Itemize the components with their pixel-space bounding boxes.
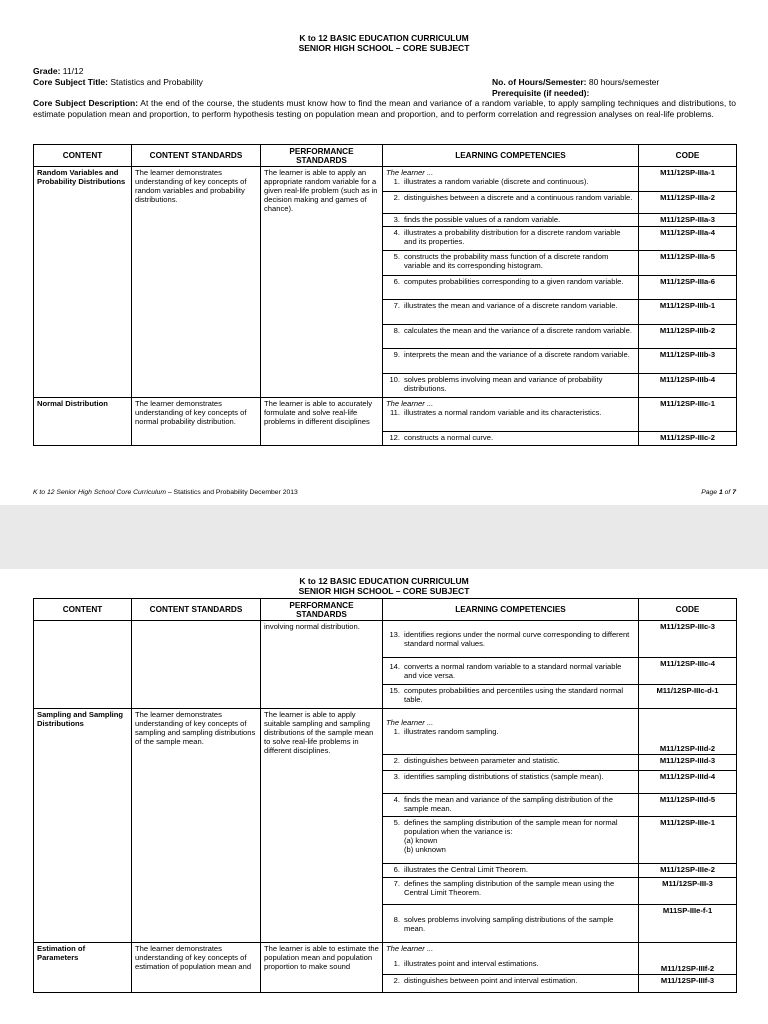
competency-text: illustrates the Central Limit Theorem. — [404, 865, 528, 874]
grade-line — [33, 66, 83, 76]
header-content-standards: CONTENT STANDARDS — [132, 599, 261, 621]
competency-text: distinguishes between parameter and statistic. — [404, 756, 560, 765]
competency-cell — [383, 621, 639, 658]
content-standards-cell: The learner demonstrates understanding of key concepts of normal probability distribution. — [132, 398, 261, 446]
code-cell: M11/12SP-IIIc-1 — [639, 398, 737, 432]
competency-cell — [383, 771, 639, 794]
competency-text — [404, 818, 635, 854]
curriculum-table-page-2 — [33, 598, 737, 993]
code-cell: M11/12SP-IIIb-1 — [639, 300, 737, 325]
competency-text: defines the sampling distribution of the sample mean using the Central Limit Theorem. — [404, 879, 615, 897]
table-row — [34, 621, 737, 658]
doc-title-line-2: SENIOR HIGH SCHOOL – CORE SUBJECT — [298, 586, 470, 596]
page-gap — [0, 505, 768, 569]
competency-cell — [383, 251, 639, 276]
competency-cell — [383, 276, 639, 300]
content-standards-cell: The learner demonstrates understanding of key concepts of sampling and sampling distributions of the sample mean. — [132, 709, 261, 943]
doc-title-line-1: K to 12 BASIC EDUCATION CURRICULUM — [299, 576, 469, 586]
content-cell: Sampling and Sampling Distributions — [34, 709, 132, 943]
competency-cell — [383, 878, 639, 905]
grade-label: Grade: — [33, 66, 61, 76]
competency-cell — [383, 905, 639, 943]
competency-text: interprets the mean and the variance of a discrete random variable. — [404, 350, 630, 359]
header-code: CODE — [639, 599, 737, 621]
competency-text: illustrates random sampling. — [404, 727, 499, 736]
code-cell: M11/12SP-IIIc-4 — [639, 658, 737, 685]
learner-intro: The learner ... — [386, 399, 434, 408]
competency-number: 13. — [389, 630, 400, 639]
page-total: 7 — [732, 489, 736, 496]
competency-text: constructs a normal curve. — [404, 433, 494, 442]
prereq-line — [492, 88, 589, 98]
competency-cell — [383, 432, 639, 446]
table-header-row — [34, 599, 737, 621]
code-cell: M11/12SP-IIIa-2 — [639, 192, 737, 214]
subject-label: Core Subject Title: — [33, 77, 108, 87]
performance-standards-cell: The learner is able to estimate the population mean and population proportion to make sound — [261, 943, 383, 993]
footer-text — [33, 489, 298, 496]
table-row — [34, 167, 737, 192]
content-cell: Normal Distribution — [34, 398, 132, 446]
competency-number: 15. — [389, 686, 400, 695]
header-code: CODE — [639, 145, 737, 167]
competency-cell — [383, 325, 639, 349]
competency-text: illustrates point and interval estimations. — [404, 959, 539, 968]
competency-number: 1. — [393, 959, 400, 968]
competency-text: illustrates a probability distribution for a discrete random variable and its properties. — [404, 228, 621, 246]
competency-text: constructs the probability mass function of a discrete random variable and its corresponding histogram. — [404, 252, 609, 270]
competency-cell — [383, 943, 639, 975]
code-cell: M11/12SP-IIId-4 — [639, 771, 737, 794]
performance-standards-cell: The learner is able to apply suitable sampling and sampling distributions of the sample mean to solve real-life problems in different disciplines. — [261, 709, 383, 943]
header-learning-competencies: LEARNING COMPETENCIES — [383, 599, 639, 621]
code-cell: M11/12SP-IIIa-5 — [639, 251, 737, 276]
header-learning-competencies: LEARNING COMPETENCIES — [383, 145, 639, 167]
competency-number: 8. — [393, 914, 400, 924]
page-2 — [0, 569, 768, 1024]
performance-standards-cell: The learner is able to apply an appropriate random variable for a given real-life problem (such as in decision making and games of chance). — [261, 167, 383, 398]
subject-line — [33, 77, 203, 87]
competency-subitem-unknown: (b) unknown — [404, 845, 446, 854]
code-cell: M11/12SP-IIIa-1 — [639, 167, 737, 192]
doc-title-line-1: K to 12 BASIC EDUCATION CURRICULUM — [299, 33, 469, 43]
code-cell: M11/12SP-IIIe-2 — [639, 864, 737, 878]
competency-number: 1. — [393, 177, 400, 186]
code-cell: M11/12SP-IIIc-3 — [639, 621, 737, 658]
page-1 — [0, 0, 768, 505]
competency-cell — [383, 398, 639, 432]
competency-cell — [383, 214, 639, 227]
curriculum-table-page-1 — [33, 144, 737, 446]
competency-text: illustrates a normal random variable and its characteristics. — [404, 408, 602, 417]
competency-text: converts a normal random variable to a standard normal variable and vice versa. — [404, 662, 622, 680]
competency-number: 4. — [393, 228, 400, 237]
footer-curriculum: K to 12 Senior High School Core Curriculum – — [33, 489, 174, 496]
competency-text: illustrates a random variable (discrete and continuous). — [404, 177, 589, 186]
code-cell: M11/12SP-IIIf-2 — [639, 943, 737, 975]
code-cell: M11/12SP-III-3 — [639, 878, 737, 905]
table-header-row — [34, 145, 737, 167]
code-cell: M11/12SP-IIIa-4 — [639, 227, 737, 251]
code-cell: M11/12SP-IIIe-1 — [639, 817, 737, 864]
competency-cell — [383, 709, 639, 755]
learner-intro: The learner ... — [386, 168, 434, 177]
page-current: 1 — [718, 489, 723, 496]
hours-label: No. of Hours/Semester: — [492, 77, 587, 87]
competency-cell — [383, 227, 639, 251]
code-cell: M11/12SP-IIIf-3 — [639, 975, 737, 993]
hours-line — [492, 77, 659, 87]
competency-number: 4. — [393, 795, 400, 804]
content-standards-cell — [132, 621, 261, 709]
competency-cell — [383, 794, 639, 817]
learner-intro: The learner ... — [386, 718, 434, 727]
competency-cell — [383, 349, 639, 374]
competency-number: 8. — [393, 326, 400, 335]
competency-cell — [383, 817, 639, 864]
competency-text-main: defines the sampling distribution of the sample mean for normal population when the variance is: — [404, 818, 618, 836]
competency-text: finds the mean and variance of the sampling distribution of the sample mean. — [404, 795, 613, 813]
competency-cell — [383, 658, 639, 685]
competency-number: 2. — [393, 756, 400, 765]
competency-number: 14. — [389, 662, 400, 671]
code-cell: M11/12SP-IIId-5 — [639, 794, 737, 817]
competency-cell — [383, 864, 639, 878]
performance-standards-cell: involving normal distribution. — [261, 621, 383, 709]
competency-text: distinguishes between a discrete and a continuous random variable. — [404, 193, 633, 202]
competency-number: 7. — [393, 301, 400, 310]
grade-value: 11/12 — [62, 66, 84, 76]
code-cell: M11/12SP-IIIa-3 — [639, 214, 737, 227]
competency-number: 9. — [393, 350, 400, 359]
doc-title-line-2: SENIOR HIGH SCHOOL – CORE SUBJECT — [298, 43, 470, 53]
content-standards-cell: The learner demonstrates understanding of key concepts of estimation of population mean and — [132, 943, 261, 993]
competency-number: 10. — [389, 375, 400, 384]
competency-number: 1. — [393, 727, 400, 736]
competency-text: computes probabilities and percentiles using the standard normal table. — [404, 686, 624, 704]
table-row — [34, 943, 737, 975]
competency-cell — [383, 755, 639, 771]
core-subject-description — [33, 98, 736, 119]
competency-number: 2. — [393, 976, 400, 985]
competency-number: 5. — [393, 252, 400, 261]
competency-number: 2. — [393, 193, 400, 202]
competency-cell — [383, 685, 639, 709]
doc-title — [0, 33, 768, 53]
competency-number: 3. — [393, 772, 400, 781]
code-cell: M11SP-IIIe-f-1 — [639, 905, 737, 943]
desc-label: Core Subject Description: — [33, 98, 139, 108]
competency-text: finds the possible values of a random variable. — [404, 215, 561, 224]
code-cell: M11/12SP-IIId-2 — [639, 709, 737, 755]
competency-cell — [383, 300, 639, 325]
code-cell: M11/12SP-IIIc-2 — [639, 432, 737, 446]
table-row — [34, 709, 737, 755]
header-performance-standards: PERFORMANCE STANDARDS — [261, 145, 383, 167]
competency-subitem-known: (a) known — [404, 836, 438, 845]
competency-number: 11. — [390, 408, 400, 417]
learner-intro: The learner ... — [386, 944, 434, 953]
competency-cell — [383, 192, 639, 214]
code-cell: M11/12SP-IIId-3 — [639, 755, 737, 771]
competency-number: 6. — [393, 277, 400, 286]
code-cell: M11/12SP-IIIb-3 — [639, 349, 737, 374]
code-cell: M11/12SP-IIIa-6 — [639, 276, 737, 300]
desc-text: At the end of the course, the students must know how to find the mean and variance of a random variable, to apply sampling techniques and distributions, to estimate population mean and proportion, to perform hypothesis testing on population mean and proportion, and to perform correlation and regression analyses on real-life problems. — [33, 98, 736, 119]
page-number — [701, 489, 736, 496]
page-of: of — [722, 489, 733, 496]
content-cell — [34, 621, 132, 709]
competency-text: identifies regions under the normal curve corresponding to different standard normal values. — [404, 630, 630, 648]
header-content: CONTENT — [34, 145, 132, 167]
competency-number: 3. — [393, 215, 400, 224]
content-standards-cell: The learner demonstrates understanding of key concepts of random variables and probability distributions. — [132, 167, 261, 398]
header-content: CONTENT — [34, 599, 132, 621]
competency-number: 5. — [393, 818, 400, 827]
competency-text: identifies sampling distributions of statistics (sample mean). — [404, 772, 604, 781]
competency-text: calculates the mean and the variance of a discrete random variable. — [404, 326, 632, 335]
competency-number: 12. — [389, 433, 400, 442]
competency-text: solves problems involving mean and variance of probability distributions. — [404, 375, 603, 393]
competency-text: solves problems involving sampling distributions of the sample mean. — [404, 914, 614, 933]
competency-number: 7. — [393, 879, 400, 888]
page-prefix: Page — [701, 489, 719, 496]
footer-subject-date: Statistics and Probability December 2013 — [173, 489, 298, 496]
competency-text: distinguishes between point and interval estimation. — [404, 976, 578, 985]
header-performance-standards: PERFORMANCE STANDARDS — [261, 599, 383, 621]
competency-cell — [383, 374, 639, 398]
code-cell: M11/12SP-IIIc-d-1 — [639, 685, 737, 709]
code-cell: M11/12SP-IIIb-2 — [639, 325, 737, 349]
competency-cell — [383, 975, 639, 993]
competency-text: computes probabilities corresponding to a given random variable. — [404, 277, 624, 286]
doc-title — [0, 576, 768, 596]
content-cell: Estimation of Parameters — [34, 943, 132, 993]
subject-value: Statistics and Probability — [110, 77, 203, 87]
competency-cell — [383, 167, 639, 192]
prereq-label: Prerequisite (if needed): — [492, 88, 590, 98]
competency-text: illustrates the mean and variance of a discrete random variable. — [404, 301, 618, 310]
competency-number: 6. — [393, 865, 400, 874]
header-content-standards: CONTENT STANDARDS — [132, 145, 261, 167]
performance-standards-cell: The learner is able to accurately formulate and solve real-life problems in different disciplines — [261, 398, 383, 446]
content-cell: Random Variables and Probability Distributions — [34, 167, 132, 398]
hours-value: 80 hours/semester — [588, 77, 660, 87]
table-row — [34, 398, 737, 432]
code-cell: M11/12SP-IIIb-4 — [639, 374, 737, 398]
